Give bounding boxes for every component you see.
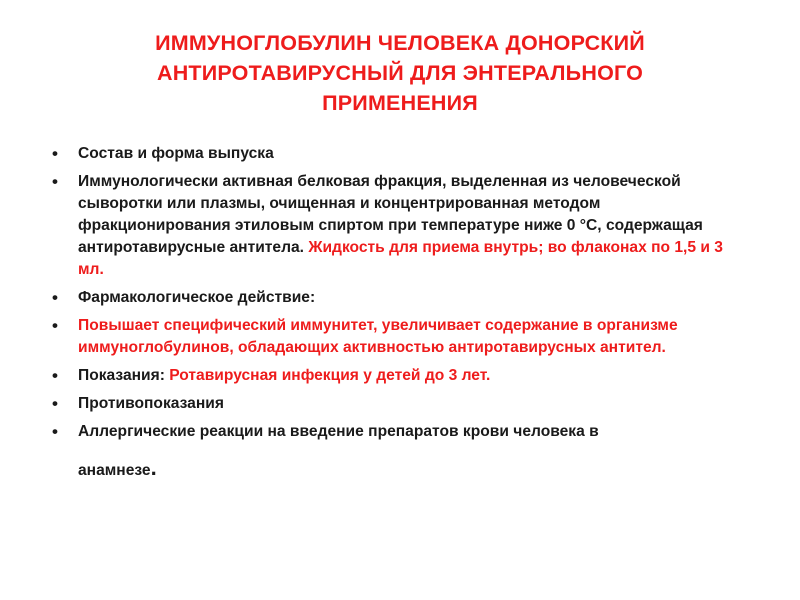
slide-title [60,28,740,118]
title-line-2: АНТИРОТАВИРУСНЫЙ ДЛЯ ЭНТЕРАЛЬНОГО [156,61,644,85]
title-line-3: ПРИМЕНЕНИЯ [322,91,478,115]
bullet-pharmacology-text [52,315,752,359]
composition-form: Жидкость для приема внутрь; во флаконах по 1,5 и 3 мл. [78,239,723,278]
contraindications-text-b: анамнезе [78,462,151,479]
contraindications-text-a: Аллергические реакции на введение препаратов крови человека в [78,423,599,440]
indications-label: Показания: [78,367,165,384]
contraindications-period: . [150,455,157,480]
contraindications-heading-text: Противопоказания [78,395,224,412]
pharmacology-heading-text: Фармакологическое действие: [78,289,316,306]
bullet-pharmacology-heading [52,287,752,309]
composition-heading-text: Состав и форма выпуска [78,145,274,162]
title-line-1: ИММУНОГЛОБУЛИН ЧЕЛОВЕКА ДОНОРСКИЙ [155,31,645,55]
bullet-composition-text [52,171,752,281]
contraindications-tail [78,457,157,482]
bullet-list [52,143,752,488]
bullet-composition-heading [52,143,752,165]
pharmacology-description: Повышает специфический иммунитет, увеличивает содержание в организме иммуноглобулинов, обладающих активностью антиротавирусных антител. [78,317,678,356]
composition-description: Иммунологически активная белковая фракция, выделенная из человеческой сыворотки или плазмы, очищенная и концентрированная методом фракционирования этиловым спиртом при температуре ниже 0 °С, содержащая антиротавирусные антитела. [78,173,703,256]
bullet-indications [52,365,752,387]
bullet-contraindications-text [52,421,752,482]
bullet-contraindications-heading [52,393,752,415]
indications-text: Ротавирусная инфекция у детей до 3 лет. [169,367,491,384]
